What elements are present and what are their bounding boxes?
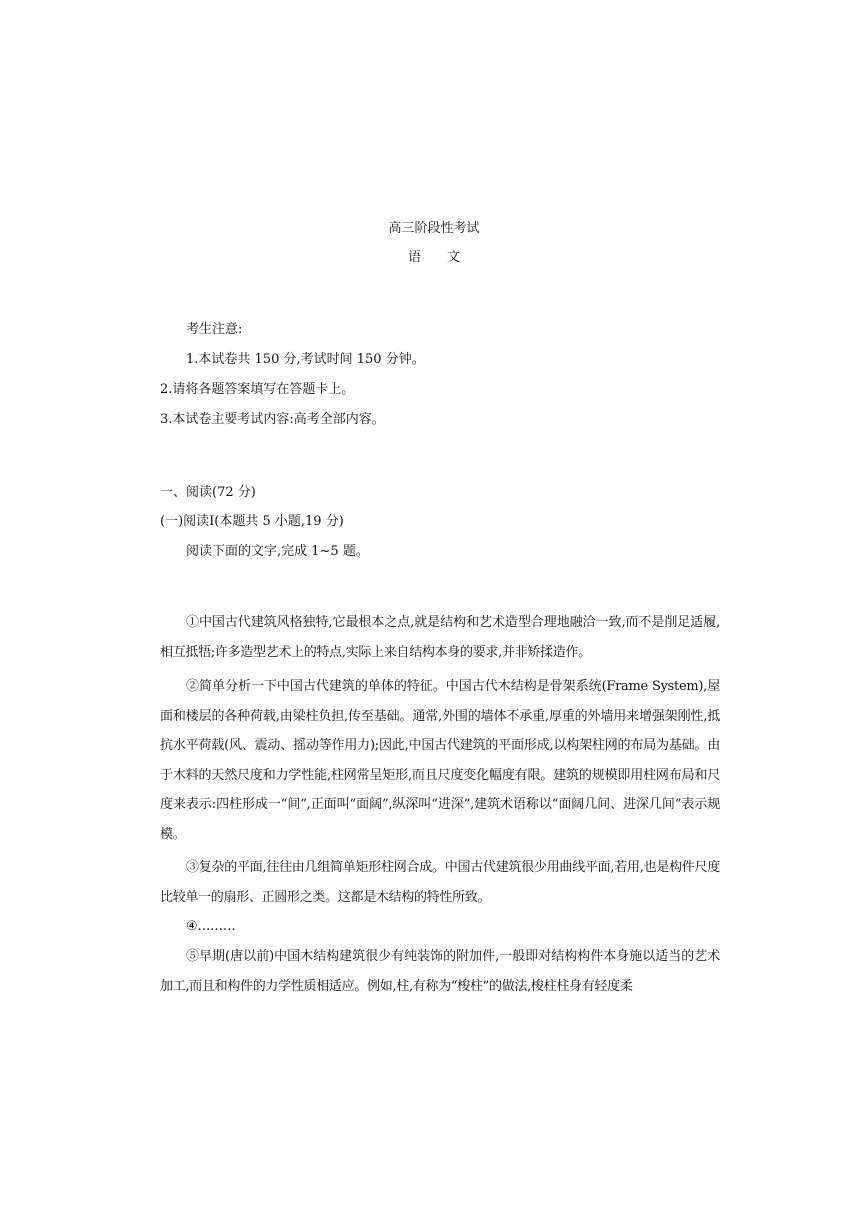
passage-paragraph: ①中国古代建筑风格独特,它最根本之点,就是结构和艺术造型合理地融洽一致,而不是削足适履,相互抵牾;许多造型艺术上的特点,实际上来自结构本身的要求,并非矫揉造作。 [160, 615, 720, 660]
exam-subject: 语 文 [407, 250, 460, 265]
section-title: 一、阅读(72 分) [160, 485, 256, 500]
passage-paragraph: ②简单分析一下中国古代建筑的单体的特征。中国古代木结构是骨架系统(Frame System),屋面和楼层的各种荷载,由梁柱负担,传至基础。通常,外围的墙体不承重,厚重的外墙用来增强架刚性,抵抗水平荷载(风、震动、摇动等作用力);因此,中国古代建筑的平面形成,以构架柱网的布局为基础。由于木料的天然尺度和力学性能,柱网常呈矩形,而且尺度变化幅度有限。建筑的规模即用柱网布局和尺度来表示:四柱形成一“间”,正面叫“面阔”,纵深叫“进深”,建筑术语称以“面阔几间、进深几间”表示规模。 [160, 679, 720, 842]
passage-paragraph: ④……… [186, 919, 236, 934]
exam-title: 高三阶段性考试 [388, 221, 480, 236]
passage-paragraph: ③复杂的平面,往往由几组简单矩形柱网合成。中国古代建筑很少用曲线平面,若用,也是构件尺度比较单一的扇形、正圆形之类。这都是木结构的特性所致。 [160, 860, 720, 905]
notice-item: 1.本试卷共 150 分,考试时间 150 分钟。 [186, 352, 425, 367]
passage-paragraph: ⑤早期(唐以前)中国木结构建筑很少有纯装饰的附加件,一般即对结构构件本身施以适当的艺术加工,而且和构件的力学性质相适应。例如,柱,有称为“梭柱”的做法,梭柱柱身有轻度柔 [160, 949, 720, 994]
subsection-title: (一)阅读Ⅰ(本题共 5 小题,19 分) [160, 514, 344, 529]
notice-heading: 考生注意: [186, 322, 243, 337]
notice-item: 3.本试卷主要考试内容:高考全部内容。 [160, 412, 385, 427]
reading-instruction: 阅读下面的文字,完成 1~5 题。 [186, 544, 369, 559]
notice-item: 2.请将各题答案填写在答题卡上。 [160, 382, 355, 397]
